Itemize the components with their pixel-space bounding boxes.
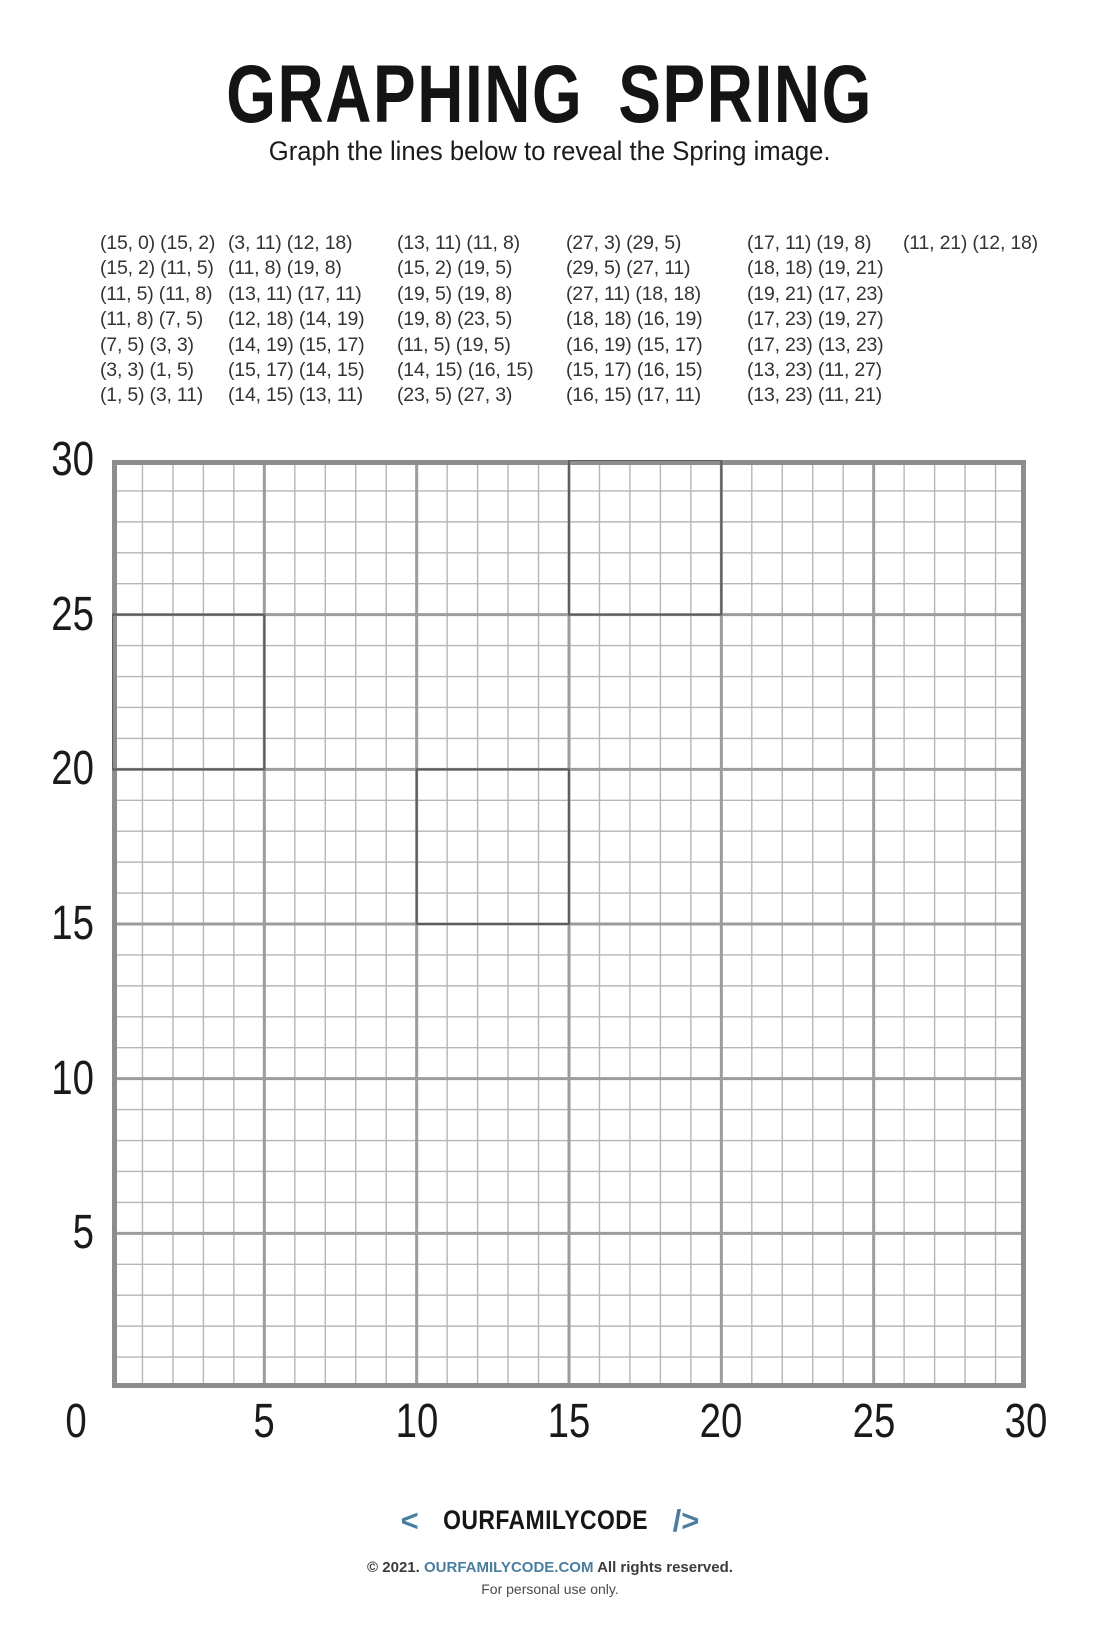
coordinate-column [566,231,702,409]
coordinate-pair: (1, 5) (3, 11) [100,384,204,407]
y-axis-tick: 25 [51,587,94,641]
y-axis-tick: 15 [51,897,94,950]
coordinate-pair: (13, 23) (11, 21) [747,384,882,407]
coordinate-pair: (11, 8) (7, 5) [100,308,204,331]
coordinate-pair: (7, 5) (3, 3) [100,333,194,356]
coordinate-pair: (27, 3) (29, 5) [566,232,682,254]
coordinate-pair: (17, 11) (19, 8) [747,232,872,254]
coordinate-pair: (17, 23) (13, 23) [747,333,884,356]
y-axis-tick: 5 [72,1206,94,1260]
coordinate-pair: (12, 18) (14, 19) [228,308,365,331]
y-axis-tick: 20 [51,742,94,796]
x-axis-tick: 25 [852,1395,896,1448]
coordinate-pair: (13, 23) (11, 27) [747,359,882,382]
coordinate-pair: (19, 8) (23, 5) [397,308,513,331]
coordinate-column [903,231,1038,256]
copyright-rights: All rights reserved. [597,1559,733,1576]
coordinate-pair: (11, 8) (19, 8) [228,257,342,280]
coordinate-pair: (23, 5) (27, 3) [397,384,513,407]
coordinate-pair: (14, 15) (16, 15) [397,359,534,382]
x-axis-tick: 10 [395,1395,439,1448]
coordinate-pair: (18, 18) (16, 19) [566,308,703,331]
highlight-square [112,615,264,770]
coordinate-column [228,231,364,409]
copyright-site-link[interactable]: OURFAMILYCODE.COM [423,1559,594,1576]
highlight-square [417,769,569,924]
coordinate-pair: (13, 11) (17, 11) [228,282,362,305]
coordinate-pair: (27, 11) (18, 18) [566,282,701,305]
coordinate-column [100,231,215,409]
logo-text: OURFAMILYCODE [443,1505,649,1535]
page-subtitle: Graph the lines below to reveal the Spring image. [269,136,831,166]
coordinate-pair: (3, 11) (12, 18) [228,232,353,254]
brand-logo [0,1503,1100,1539]
logo-slash-icon: / [672,1503,682,1538]
coordinate-pair: (29, 5) (27, 11) [566,257,691,280]
page-title: GRAPHING SPRING [226,49,874,140]
coordinate-pair: (16, 15) (17, 11) [566,384,701,407]
personal-use-note: For personal use only. [481,1581,619,1597]
copyright-line [0,1559,1100,1576]
coordinate-pair: (15, 2) (11, 5) [100,257,214,280]
coordinate-pair: (11, 5) (19, 5) [397,333,511,356]
copyright-year: 2021. [382,1559,420,1576]
logo-left-bracket-icon: < [400,1503,419,1538]
coordinate-pair: (14, 19) (15, 17) [228,333,365,356]
coordinate-pair: (18, 18) (19, 21) [747,257,884,280]
coordinate-column [747,231,883,409]
coordinate-pair: (15, 17) (16, 15) [566,359,703,382]
coordinate-pair: (3, 3) (1, 5) [100,359,194,382]
copyright-symbol: © [367,1559,379,1576]
x-axis-tick: 0 [65,1395,87,1448]
coordinate-pair: (15, 0) (15, 2) [100,232,216,254]
x-axis-tick: 20 [699,1395,743,1448]
graph-grid [112,460,1026,1388]
y-axis-tick: 30 [51,433,94,486]
coordinate-pair: (15, 2) (19, 5) [397,257,513,280]
coordinate-pair: (11, 5) (11, 8) [100,282,213,305]
x-axis-tick: 30 [1004,1395,1048,1448]
highlight-square [569,460,721,615]
x-axis-tick: 15 [547,1395,591,1448]
coordinate-pair: (19, 5) (19, 8) [397,282,513,305]
coordinate-pair: (15, 17) (14, 15) [228,359,365,382]
coordinate-pair: (16, 19) (15, 17) [566,333,703,356]
y-axis-tick: 10 [51,1051,94,1105]
coordinate-pair: (13, 11) (11, 8) [397,232,520,254]
coordinate-pair: (11, 21) (12, 18) [903,232,1038,254]
grid-lines [112,460,1026,1388]
x-axis-tick: 5 [253,1395,276,1448]
coordinate-pair: (14, 15) (13, 11) [228,384,363,407]
coordinate-column [397,231,533,409]
logo-right-bracket-icon: > [681,1503,700,1538]
coordinate-pair: (19, 21) (17, 23) [747,282,884,305]
coordinate-pair: (17, 23) (19, 27) [747,308,884,331]
